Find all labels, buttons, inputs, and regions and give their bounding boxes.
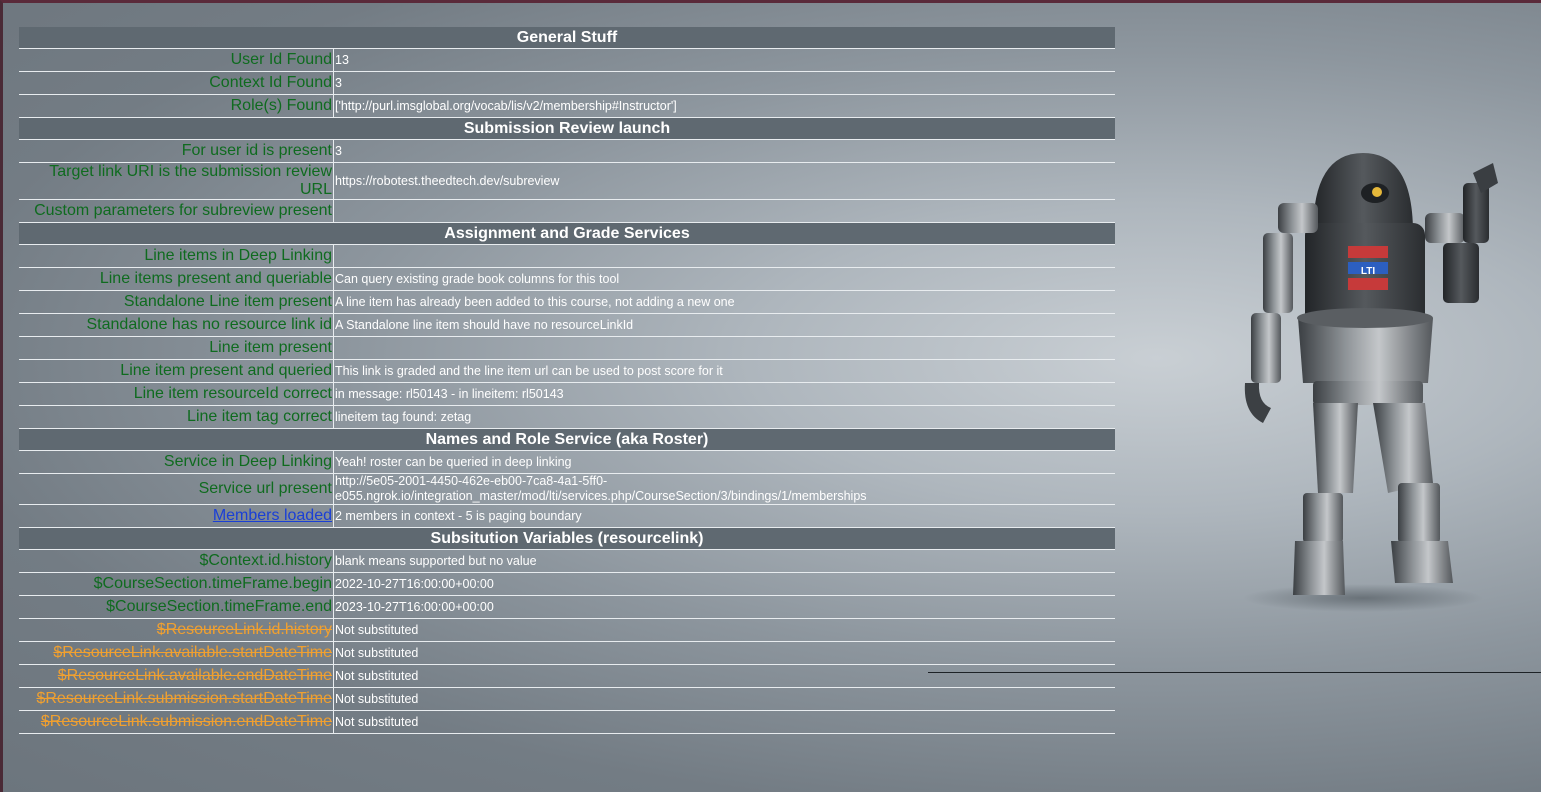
result-value <box>334 337 1116 360</box>
result-label: Line item present and queried <box>19 360 334 383</box>
result-label: Line item resourceId correct <box>19 383 334 406</box>
result-label: $ResourceLink.available.startDateTime <box>19 642 334 665</box>
result-row <box>19 406 1115 429</box>
result-value: Not substituted <box>334 642 1116 665</box>
result-label: $ResourceLink.id.history <box>19 619 334 642</box>
result-label: Target link URI is the submission review URL <box>19 163 334 200</box>
result-label <box>19 505 334 528</box>
result-row <box>19 163 1115 200</box>
result-label: $CourseSection.timeFrame.begin <box>19 573 334 596</box>
result-row <box>19 245 1115 268</box>
result-label: Line item present <box>19 337 334 360</box>
test-results-table <box>19 26 1115 734</box>
result-label: $ResourceLink.submission.startDateTime <box>19 688 334 711</box>
result-row <box>19 688 1115 711</box>
result-value: 2023-10-27T16:00:00+00:00 <box>334 596 1116 619</box>
result-row <box>19 505 1115 528</box>
section-title: Names and Role Service (aka Roster) <box>19 429 1115 451</box>
result-value: lineitem tag found: zetag <box>334 406 1116 429</box>
result-label: $Context.id.history <box>19 550 334 573</box>
result-value: Not substituted <box>334 619 1116 642</box>
result-value: Can query existing grade book columns for this tool <box>334 268 1116 291</box>
result-label: Custom parameters for subreview present <box>19 200 334 223</box>
result-row <box>19 573 1115 596</box>
result-value: A Standalone line item should have no resourceLinkId <box>334 314 1116 337</box>
result-value: 3 <box>334 72 1116 95</box>
result-row <box>19 596 1115 619</box>
floor-shadow-line <box>928 672 1541 673</box>
result-value: Yeah! roster can be queried in deep linking <box>334 451 1116 474</box>
result-label: $ResourceLink.available.endDateTime <box>19 665 334 688</box>
result-value: https://robotest.theedtech.dev/subreview <box>334 163 1116 200</box>
result-value: A line item has already been added to this course, not adding a new one <box>334 291 1116 314</box>
section-title: Assignment and Grade Services <box>19 223 1115 245</box>
result-row <box>19 268 1115 291</box>
section-title: Subsitution Variables (resourcelink) <box>19 528 1115 550</box>
result-row <box>19 665 1115 688</box>
section-title: Submission Review launch <box>19 118 1115 140</box>
result-row <box>19 619 1115 642</box>
result-value: Not substituted <box>334 711 1116 734</box>
result-value: Not substituted <box>334 665 1116 688</box>
result-value: This link is graded and the line item url can be used to post score for it <box>334 360 1116 383</box>
result-value: 3 <box>334 140 1116 163</box>
section-header-row <box>19 528 1115 550</box>
result-row <box>19 711 1115 734</box>
result-row <box>19 550 1115 573</box>
result-row <box>19 360 1115 383</box>
result-label: Service in Deep Linking <box>19 451 334 474</box>
result-value: http://5e05-2001-4450-462e-eb00-7ca8-4a1-5ff0-e055.ngrok.io/integration_master/mod/lti/services.php/CourseSection/3/bindings/1/memberships <box>334 474 1116 505</box>
result-row <box>19 291 1115 314</box>
result-value <box>334 200 1116 223</box>
section-title: General Stuff <box>19 27 1115 49</box>
result-value: 13 <box>334 49 1116 72</box>
result-row <box>19 642 1115 665</box>
result-label: $CourseSection.timeFrame.end <box>19 596 334 619</box>
result-row <box>19 383 1115 406</box>
section-header-row <box>19 223 1115 245</box>
result-value <box>334 245 1116 268</box>
result-label: Standalone Line item present <box>19 291 334 314</box>
result-label: Role(s) Found <box>19 95 334 118</box>
section-header-row <box>19 27 1115 49</box>
result-value: in message: rl50143 - in lineitem: rl50143 <box>334 383 1116 406</box>
result-label: Service url present <box>19 474 334 505</box>
result-value: 2 members in context - 5 is paging boundary <box>334 505 1116 528</box>
result-value: 2022-10-27T16:00:00+00:00 <box>334 573 1116 596</box>
result-label: For user id is present <box>19 140 334 163</box>
robot-badge-text: LTI <box>1360 266 1376 277</box>
result-row <box>19 200 1115 223</box>
result-row <box>19 140 1115 163</box>
result-row <box>19 49 1115 72</box>
result-row <box>19 95 1115 118</box>
result-value: blank means supported but no value <box>334 550 1116 573</box>
robot-mascot-icon <box>1163 63 1541 623</box>
robot-illustration <box>1163 63 1541 623</box>
section-header-row <box>19 118 1115 140</box>
result-row <box>19 474 1115 505</box>
result-label: Standalone has no resource link id <box>19 314 334 337</box>
result-row <box>19 72 1115 95</box>
result-label: Line items in Deep Linking <box>19 245 334 268</box>
result-label: Line items present and queriable <box>19 268 334 291</box>
result-value: Not substituted <box>334 688 1116 711</box>
result-row <box>19 451 1115 474</box>
result-label: Line item tag correct <box>19 406 334 429</box>
result-value: ['http://purl.imsglobal.org/vocab/lis/v2/membership#Instructor'] <box>334 95 1116 118</box>
result-label: User Id Found <box>19 49 334 72</box>
members-loaded-link[interactable]: Members loaded <box>212 507 332 524</box>
result-row <box>19 314 1115 337</box>
section-header-row <box>19 429 1115 451</box>
result-label: Context Id Found <box>19 72 334 95</box>
result-row <box>19 337 1115 360</box>
result-label: $ResourceLink.submission.endDateTime <box>19 711 334 734</box>
